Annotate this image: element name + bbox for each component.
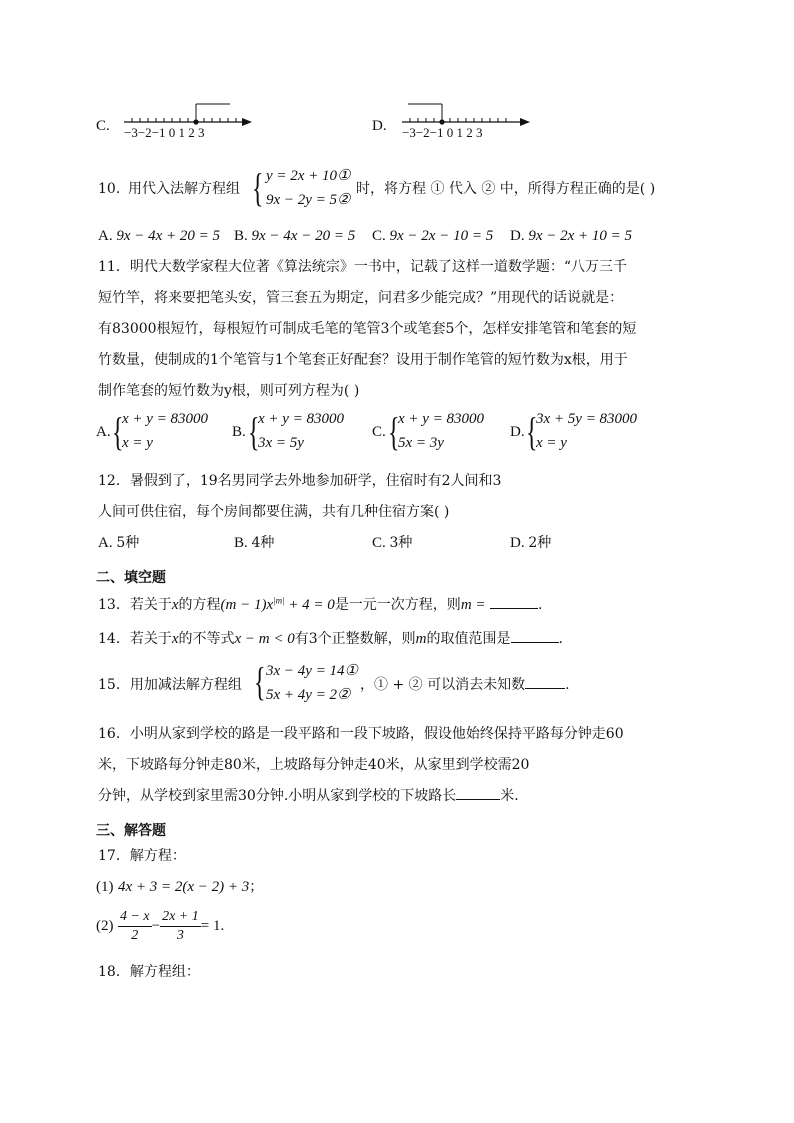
q12-line-2: 人间可供住宿，每个房间都要住满，共有几种住宿方案( ) — [98, 504, 450, 520]
q10-option-d[interactable]: D. 9x − 2x + 10 = 5 — [510, 228, 633, 244]
q12-option-a[interactable]: A. 5种 — [98, 535, 140, 551]
q11-line-3: 有83000根短竹，每根短竹可制成毛笔的笔管3个或笔套5个，怎样安排笔管和笔套的短 — [98, 321, 637, 337]
q17-title: 17．解方程： — [98, 848, 186, 864]
section-heading-solve: 三、解答题 — [96, 823, 166, 839]
q16-answer-blank[interactable] — [456, 799, 500, 800]
q9-option-d-label: D. — [372, 118, 387, 134]
q11-line-2: 短竹竿，将来要把笔头安，管三套五为期定，问君多少能完成？”用现代的话说就是： — [98, 290, 624, 306]
q17-part-2: (2) $\frac{4 - x}{2}$ − $\frac{2x + 1}{3}$ = 1. — [96, 909, 225, 943]
q11-options — [96, 408, 706, 458]
q10-text-2: 时，将方程 ① 代入 ② 中，所得方程正确的是( ) — [356, 181, 656, 197]
q11-option-a[interactable]: A. { x + y = 83000 x = y — [96, 409, 209, 454]
q14-answer-blank[interactable] — [511, 642, 559, 643]
system-brace: { — [254, 659, 266, 704]
number-line-c-ticks: −3−2−1 0 1 2 3 — [124, 125, 205, 140]
q9-option-d — [372, 96, 542, 144]
q15-answer-blank[interactable] — [525, 688, 565, 689]
system-brace: { — [526, 409, 538, 454]
q12-option-b[interactable]: B. 4种 — [234, 535, 275, 551]
q11-option-d[interactable]: D. { 3x + 5y = 83000 x = y — [510, 409, 638, 454]
q10-option-b[interactable]: B. 9x − 4x − 20 = 5 — [234, 228, 356, 244]
q17-part-1: (1) 4x + 3 = 2(x − 2) + 3； — [96, 879, 264, 895]
fraction-2: $\frac{2x + 1}{3}$ — [162, 909, 199, 943]
question-15: 15．用加减法解方程组 { 3x − 4y = 14① 5x + 4y = 2② ，① + ② 可以消去未知数 . — [98, 659, 570, 704]
q10-options — [98, 228, 698, 248]
q10-number: 10． — [98, 181, 130, 197]
q16-line-2: 米，下坡路每分钟走80米，上坡路每分钟走40米，从家里到学校需20 — [98, 757, 530, 773]
q11-line-1: 11．明代大数学家程大位著《算法统宗》一书中，记载了这样一道数学题：“八万三千 — [98, 259, 627, 275]
q12-options — [98, 532, 698, 552]
q10-text-1: 用代入法解方程组 — [128, 181, 240, 197]
section-heading-fill-in: 二、填空题 — [96, 570, 166, 586]
question-13: 13．若关于x的方程$(m - 1)x^{|m|} + 4 = 0$是一元一次方程，则m = . — [98, 595, 543, 613]
q16-line-1: 16．小明从家到学校的路是一段平路和一段下坡路，假设他始终保持平路每分钟走60 — [98, 726, 624, 742]
system-brace: { — [112, 409, 124, 454]
q16-line-3: 分钟，从学校到家里需30分钟.小明从家到学校的下坡路长 米. — [98, 788, 519, 804]
question-14: 14．若关于x的不等式x − m < 0有3个正整数解，则m的取值范围是 . — [98, 631, 563, 647]
q11-line-5: 制作笔套的短竹数为y根，则可列方程为( ) — [98, 383, 360, 399]
number-line-d-ticks: −3−2−1 0 1 2 3 — [402, 125, 483, 140]
q13-answer-blank[interactable] — [490, 608, 538, 609]
q11-option-c[interactable]: C. { x + y = 83000 5x = 3y — [372, 409, 485, 454]
q10-option-a[interactable]: A. 9x − 4x + 20 = 5 — [98, 228, 221, 244]
q11-option-b[interactable]: B. { x + y = 83000 3x = 5y — [232, 409, 345, 454]
q18-title: 18．解方程组： — [98, 964, 200, 980]
q9-option-c — [96, 96, 266, 144]
q9-option-c-label: C. — [96, 118, 110, 134]
q12-option-d[interactable]: D. 2种 — [510, 535, 552, 551]
q12-option-c[interactable]: C. 3种 — [372, 535, 413, 551]
q12-line-1: 12．暑假到了，19名男同学去外地参加研学，住宿时有2人间和3 — [98, 473, 502, 489]
fraction-1: $\frac{4 - x}{2}$ — [119, 909, 150, 943]
question-10 — [98, 164, 698, 214]
system-brace: { — [252, 165, 264, 210]
q11-line-4: 竹数量，使制成的1个笔管与1个笔套正好配套？设用于制作笔管的短竹数为x根，用于 — [98, 352, 628, 368]
system-brace: { — [388, 409, 400, 454]
q10-option-c[interactable]: C. 9x − 2x − 10 = 5 — [372, 228, 494, 244]
system-brace: { — [248, 409, 260, 454]
q10-eq2: 9x − 2y = 5② — [266, 192, 351, 208]
q10-eq1: y = 2x + 10① — [266, 168, 351, 184]
